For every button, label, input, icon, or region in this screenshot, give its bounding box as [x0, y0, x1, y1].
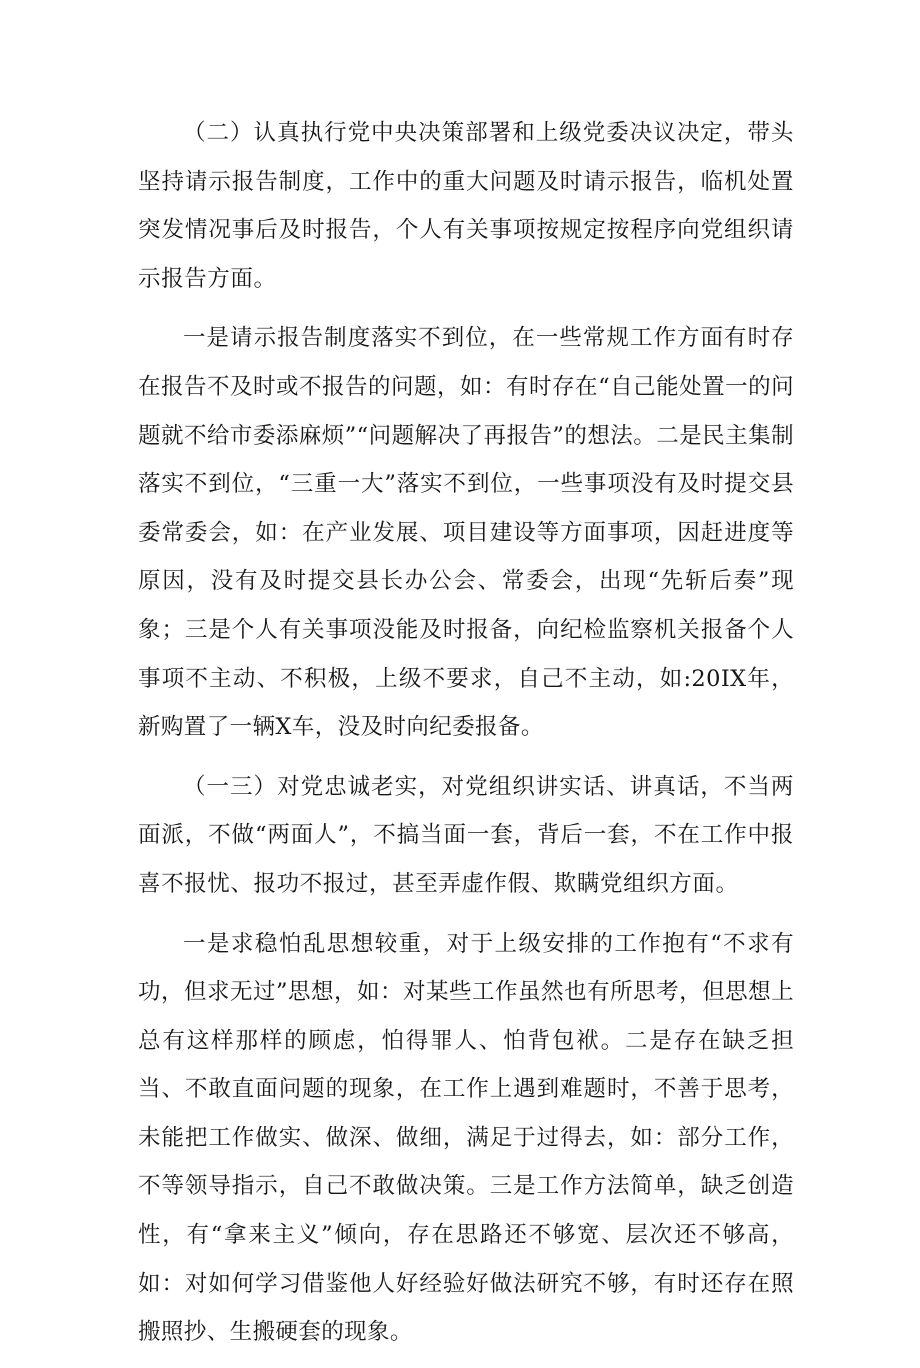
body-paragraph: 一是求稳怕乱思想较重，对于上级安排的工作抱有“不求有功，但求无过”思想，如：对某些工作虽然也有所思考，但思想上总有这样那样的顾虑，怕得罪人、怕背包袱。二是存在缺乏担当、不敢直面问题的现象，在工作上遇到难题时，不善于思考，未能把工作做实、做深、做细，满足于过得去，如：部分工作，不等领导指示，自己不敢做决策。三是工作方法简单，缺乏创造性，有“拿来主义”倾向，存在思路还不够宽、层次还不够高，如：对如何学习借鉴他人好经验好做法研究不够，有时还存在照搬照抄、生搬硬套的现象。 — [138, 930, 794, 1346]
document-body — [138, 109, 794, 1368]
section-heading-paragraph: （二）认真执行党中央决策部署和上级党委决议决定，带头坚持请示报告制度，工作中的重大问题及时请示报告，临机处置突发情况事后及时报告，个人有关事项按规定按程序向党组织请示报告方面。 — [138, 120, 794, 292]
section-heading-paragraph: （一三）对党忠诚老实，对党组织讲实话、讲真话，不当两面派，不做“两面人”，不搞当面一套，背后一套，不在工作中报喜不报忧、报功不报过，甚至弄虚作假、欺瞒党组织方面。 — [138, 773, 794, 897]
body-paragraph: 一是请示报告制度落实不到位，在一些常规工作方面有时存在报告不及时或不报告的问题，如：有时存在“自己能处置一的问题就不给市委添麻烦”“问题解决了再报告”的想法。二是民主集制落实不到位，“三重一大”落实不到位，一些事项没有及时提交县委常委会，如：在产业发展、项目建设等方面事项，因赶进度等原因，没有及时提交县长办公会、常委会，出现“先斩后奏”现象；三是个人有关事项没能及时报备，向纪检监察机关报备个人事项不主动、不积极，上级不要求，自己不主动，如:20IX年，新购置了一辆X车，没及时向纪委报备。 — [138, 325, 794, 741]
